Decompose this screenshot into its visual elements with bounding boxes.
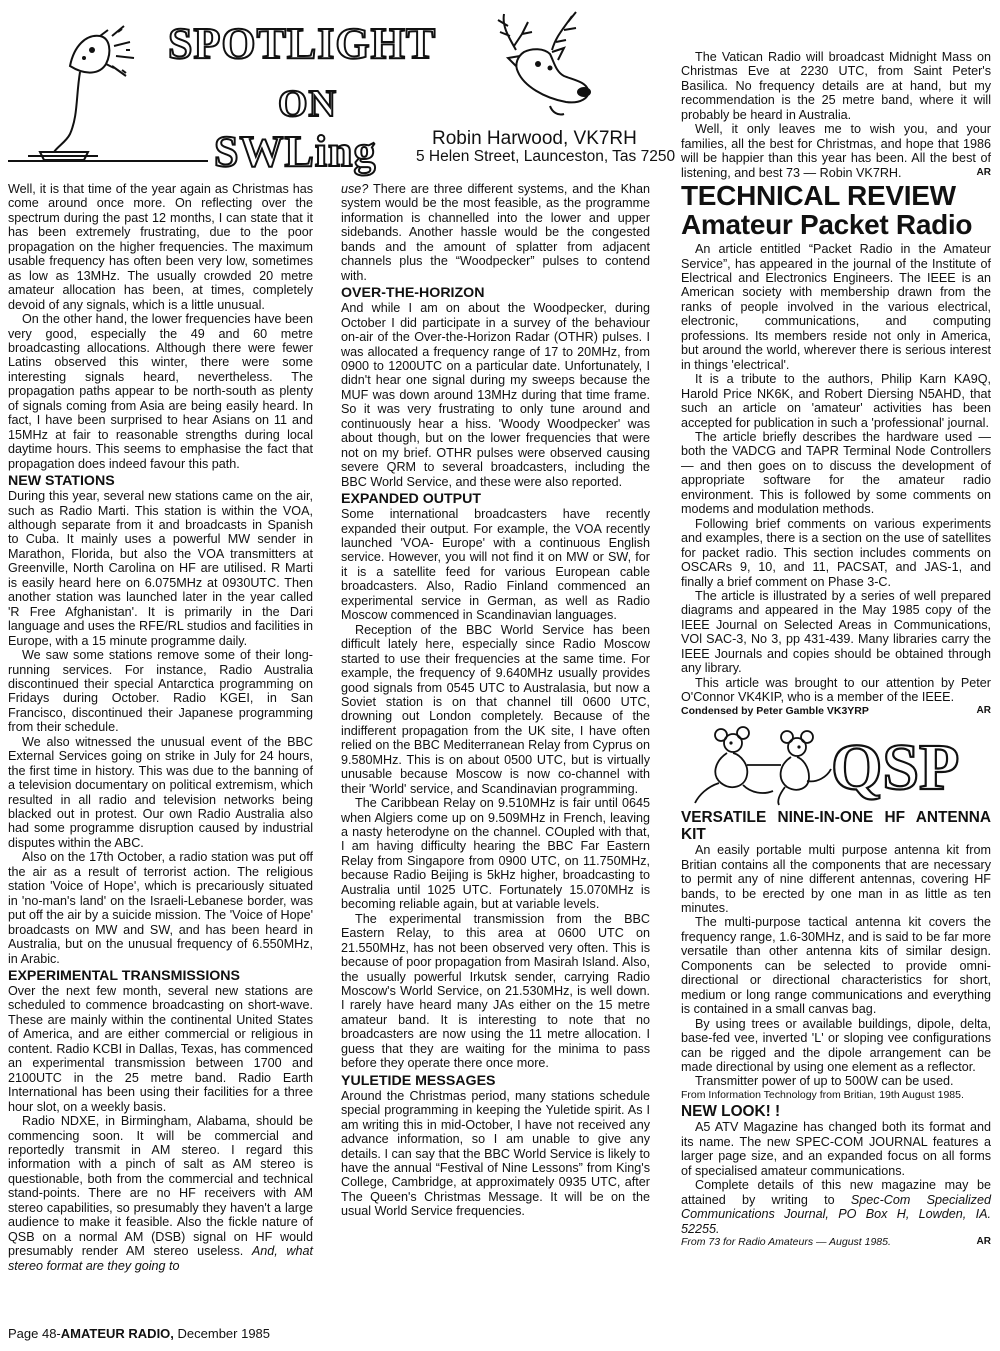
paragraph-text: There are three different systems, and the Khan system would be the most feasible, as the programme information is channelled into the lower and upper sidebands. Another hassle would be the congested bands and the amount of splatter from adjacent channels plus the “Woodpecker” pulses to contend with. [341, 182, 651, 283]
paragraph: We saw some stations remove some of their long-running services. For instance, Radio Australia discontinued their special Antarctica programming on Fridays during October. Radio KGEI, in San Francisco, discontinued their Japanese programming from their schedule. [8, 648, 313, 735]
paragraph: Some international broadcasters have recently expanded their output. For example, the VOA recently launched 'VOA- Europe' with a continuous English service. However, you will not find it on MW or SW, for it is a satellite feed for various European cable broadcasters. Also, Radio Finland commenced an experimental service in German, as well as Radio Moscow commenced in Scandinavian languages. [341, 507, 650, 623]
paragraph: It is a tribute to the authors, Philip Karn KA9Q, Harold Price NK6K, and Robert Diersing N5AHD, that such an article on 'amateur' activities has been accepted for publication in such a 'professional' journal. [681, 372, 991, 430]
paragraph: An article entitled “Packet Radio in the Amateur Service”, has appeared in the journal of the Institute of Electrical and Electronics Engineers. The IEEE is an American society with membership drawn from the ranks of people involved in the various electrical, electronic, communications, and computing professions. Its members reside not only in America, but around the world, wherever there is serious interest in things 'electrical'. [681, 242, 991, 372]
paragraph: The multi-purpose tactical antenna kit covers the frequency range, 1.6-30MHz, and is said to be far more versatile than other antenna kits of similar design. Components can be selected to provide omni-directional or directional characteristics for short, medium or long range communications and everything is contained in a small canvas bag. [681, 915, 991, 1017]
paragraph: Following brief comments on various experiments and examples, there is a section on the use of satellites for packet radio. This section includes comments on OSCARs 9, 10, and 11, PACSAT, and JAS-1, and finally a brief comment on Phase 3-C. [681, 516, 991, 589]
paragraph: During this year, several new stations came on the air, such as Radio Marti. This station is within the VOA, although separate from it and broadcasts in Spanish to Cuba. It mainly uses a powerful MW sender in Marathon, Florida, but also the VOA transmitters at Greenville, North Carolina on HF are utilised. R Marti is easily heard here on 6.075MHz at 0930UTC. Then another station was launched later in the year called 'R Free Afghanistan'. It is primarily in the Dari language and uses the RFE/RL studios and facilities in Europe, with a 15 minute programme daily. [8, 489, 313, 648]
paragraph-italic: And, what stereo format are they going to [8, 1244, 313, 1273]
address-italic: Spec-Com Specialized Communications Journal, PO Box H, Lowden, IA. 52255. [681, 1192, 991, 1236]
paragraph: Transmitter power of up to 500W can be used. [695, 1074, 954, 1089]
versatile-antenna-heading: VERSATILE NINE-IN-ONE HF ANTENNA KIT [681, 809, 991, 844]
paragraph: And while I am on about the Woodpecker, during October I did participate in a survey of the behaviour on-air of the Over-the-Horizon Radar (OTHR) pulses. I was allocated a frequency range of 17 to 20MHz, from 0900 to 1200UTC on a particular date. Unfortunately, I didn't hear one signal during my sweeps because the MUF was down around 13MHz during that time frame. So it was very frustrating to only tune around and continuously hear a hiss. 'Woody Woodpecker' was about though, but on the lower frequencies that were not on my brief. OTHR pulses were observed causing severe QRM to several broadcasters, including the BBC World Service, and these were also reported. [341, 301, 650, 489]
paragraph: The article is illustrated by a series of well prepared diagrams and appeared in the May 1985 copy of the IEEE Journal on Selected Areas in Communications, VOl SAC-3, No 3, pp 431-439. Many libraries carry the IEEE Journals and copies should be obtained through any library. [681, 588, 991, 676]
dancing-mice-illustration [681, 721, 991, 807]
section-heading-over-the-horizon: OVER-THE-HORIZON [341, 285, 485, 302]
paragraph [681, 122, 991, 180]
paragraph: Well, it is that time of the year again as Christmas has come around once more. On reflecting over the spectrum during the past 12 months, I can state that it has been extremely frustrating, due to the poor propagation on the higher frequencies. The maximum usable frequency has often been very low, sometimes as low as 13MHz. The usually crowded 20 metre amateur allocation has been, at times, completely devoid of any signals, which is a little unusual. [8, 182, 313, 312]
ar-mark: AR [976, 1236, 991, 1248]
title-spotlight: SPOTLIGHT [168, 19, 437, 68]
paragraph: The experimental transmission from the BBC Eastern Relay, to this area at 0600 UTC on 21.550MHz, has not been observed very often. This is because of poor propagation from Masirah Island. Also, the usually powerful Irkutsk sender, carrying Radio Moscow's World Service, on 21.530MHz, is well down. I rarely have heard many JAs either on the 15 metre amateur band. It is interesting to note that no broadcasters are now using the 11 metre allocation. I guess that they are waiting for the minima to pass before they operate there once more. [341, 911, 650, 1071]
column-3 [681, 50, 991, 1249]
column-1 [8, 182, 313, 1273]
paragraph: Also on the 17th October, a radio station was put off the air as a result of terrorist action. The religious station 'Voice of Hope', which is precariously situated in 'no-man's land' on the Israeli-Lebanese border, was put off the air by a suicide mission. The 'Voice of Hope' broadcasts on MW and SW, and has been heard in Australia, but on the unusual frequency of 6.550MHz, in Arabic. [8, 850, 313, 966]
author-name: Robin Harwood, VK7RH [432, 128, 637, 149]
paragraph-text: Radio NDXE, in Birmingham, Alabama, should be commencing soon. It will be commercial and reportedly transmit in AM stereo. I regard this information with a pinch of salt as AM stereo is questionable, both from the commercial and technical stand-points. There are no HF receivers with AM stereo capabilities, so presumably they haven't a large audience to make it feasible. Also the fickle nature of QSB on a normal AM (DSB) signal on HF would presumably render AM stereo useless. [8, 1114, 313, 1259]
issue-date: December 1985 [173, 1326, 271, 1341]
section-heading-new-stations: NEW STATIONS [8, 473, 115, 490]
paragraph: Reception of the BBC World Service has been difficult lately here, especially since Radio Moscow started to use their frequencies at the same time. For example, the frequency of 9.640MHz usually provides good signals from 0545 UTC to Australasia, but now a Soviet station is on that channel till 0600 UTC, drowning out London completely. Because of the indifferent propagation from the UK site, I have often relied on the BBC Mediterranean Relay from Cyprus on 9.580MHz. This is on about 0500 UTC, but is virtually unusable because Moscow is now co-channel with their 'World' service, and Scandinavian programming. [341, 622, 650, 796]
spotlight-lamp-illustration [8, 6, 148, 164]
author-address: 5 Helen Street, Launceston, Tas 7250 [416, 148, 676, 165]
source-line [681, 1236, 991, 1249]
section-heading-expanded-output: EXPANDED OUTPUT [341, 491, 482, 508]
technical-review-heading: TECHNICAL REVIEW [681, 180, 956, 212]
paragraph [341, 182, 650, 283]
paragraph: The Caribbean Relay on 9.510MHz is fair until 0645 when Algiers come up on 9.509MHz in French, leaving a nasty heterodyne on the channel. COupled with that, I am having difficulty hearing the BBC Far Eastern Relay from Singapore from 0900 UTC, on 11.750MHz, because Radio Beijing is 5kHz higher, broadcasting to Australia until 1025 UTC. Fortunately 15.070MHz is becoming reliable again, but at variable levels. [341, 796, 650, 912]
paragraph-italic: use? [341, 182, 369, 196]
qsp-logo: QSP [831, 731, 960, 805]
ar-mark: AR [976, 704, 991, 716]
section-heading-experimental: EXPERIMENTAL TRANSMISSIONS [8, 968, 241, 985]
paragraph: A5 ATV Magazine has changed both its format and its name. The new SPEC-COM JOURNAL features a larger page size, and an expanded focus on all forms of specialised amateur communications. [681, 1120, 991, 1178]
section-heading-yuletide: YULETIDE MESSAGES [341, 1072, 496, 1089]
page-number: Page 48- [8, 1326, 61, 1341]
paragraph: The article briefly describes the hardware used — both the VADCG and TAPR Terminal Node Controllers — and then goes on to discuss the development of appropriate software for the amateur radio environment. This is followed by some comments on modems and modulation methods. [681, 429, 991, 517]
paragraph [8, 1114, 313, 1273]
paragraph-text: Well, it only leaves me to wish you, and your families, all the best for Christmas, and hope that 1986 will be happier than this year has been. All the best of listening, and best 73 — Robin VK7RH. [681, 122, 991, 180]
credit-text: Condensed by Peter Gamble VK3YRP [681, 704, 869, 717]
paragraph: By using trees or available buildings, dipole, delta, base-fed vee, inverted 'L' or sloping vee configurations can be rigged and the dipole arrangement can be made directional by using one element as a reflector. [681, 1016, 991, 1074]
page-footer [8, 1326, 270, 1341]
paragraph: We also witnessed the unusual event of the BBC External Services going on strike in July for 24 hours, the first time in history. This was due to the banning of a television documentary on political extremism, which resulted in all radio and television networks being blacked out in protest. Our own Radio Australia also had some programme disruption caused by industrial disputes within the ABC. [8, 734, 313, 850]
paragraph: The Vatican Radio will broadcast Midnight Mass on Christmas Eve at 2230 UTC, from Saint Peter's Basilica. No frequency details are at hand, but my recommendation is the 25 metre band, where it will probably be heard in Australia. [681, 50, 991, 122]
magazine-name: AMATEUR RADIO, [60, 1326, 174, 1341]
qsp-banner [681, 721, 991, 807]
new-look-heading: NEW LOOK! ! [681, 1103, 781, 1121]
reindeer-illustration [494, 6, 604, 118]
credit-line [681, 705, 991, 718]
title-on: ON [278, 83, 337, 125]
paragraph-text: Complete details of this new magazine may be attained by writing to [681, 1178, 991, 1207]
packet-radio-heading: Amateur Packet Radio [681, 209, 973, 241]
paragraph: On the other hand, the lower frequencies have been very good, especially the 49 and 60 metre broadcasting allocations. Although there were fewer Latins observed this winter, there were some interesting signals heard, nevertheless. The propagation paths appear to be north-south as plenty of signals coming from Asia are being easily heard. In fact, I have been surprised to hear Asians on 11 and 15MHz at fair to reasonable strengths during local daytime hours. This seems to emphasise the fact that propagation does indeed favour this path. [8, 312, 313, 471]
title-swling: SWLing [214, 127, 377, 176]
paragraph: Over the next few month, several new stations are scheduled to commence broadcasting on short-wave. These are mainly within the continental United States of America, and are either commercial or religious in content. Radio KCBI in Dallas, Texas, has commenced an experimental transmission between 1700 and 2100UTC in the 25 metre band. Radio Earth International has been using their facilities for a three hour slot, on a weekly basis. [8, 984, 313, 1114]
paragraph: This article was brought to our attention by Peter O'Connor VK4KIP, who is a member of the IEEE. [681, 675, 991, 705]
ar-mark: AR [976, 166, 991, 178]
paragraph [681, 1178, 991, 1236]
source-line: From Information Technology from Britian, 19th August 1985. [681, 1088, 964, 1101]
header-rule [8, 160, 208, 162]
paragraph: An easily portable multi purpose antenna kit from Britian contains all the components that are necessary to permit any of nine different antennas, covering HF bands, to be erected by one man in as little as ten minutes. [681, 843, 991, 915]
source-text: From 73 for Radio Amateurs — August 1985. [681, 1236, 891, 1249]
column-2 [341, 182, 650, 1219]
paragraph: Around the Christmas period, many stations schedule special programming in keeping the Yuletide spirit. As I am writing this in mid-October, I have not received any advance information, so I am unable to give any details. I can say that the BBC World Service is likely to have the annual “Festival of Nine Lessons” from King's College, Cambridge, at approximately 0935 UTC, after The Queen's Christmas Message. It will be on the usual World Service frequencies. [341, 1088, 650, 1219]
